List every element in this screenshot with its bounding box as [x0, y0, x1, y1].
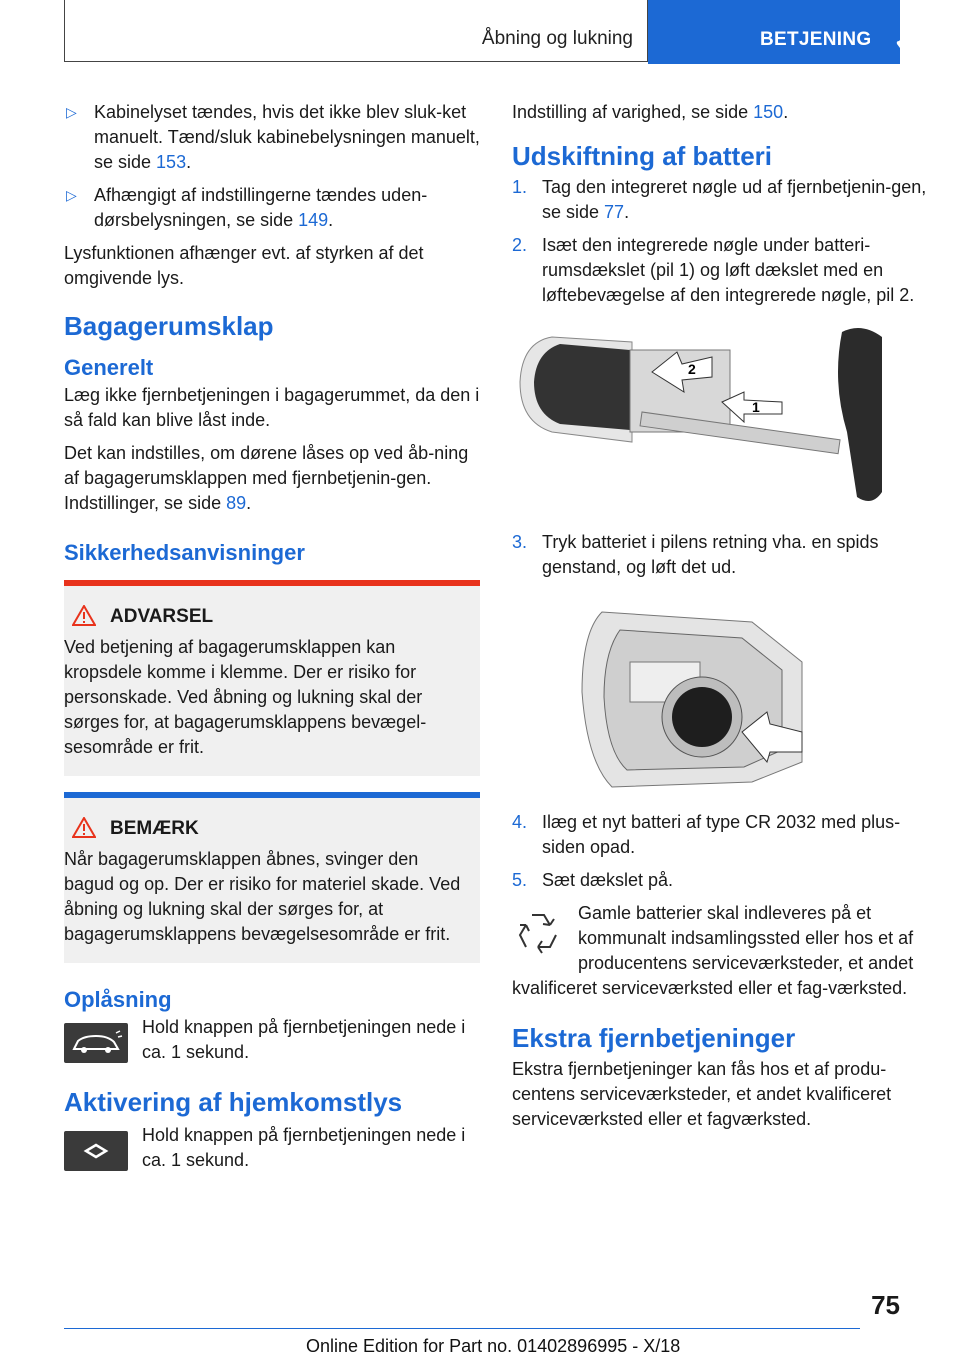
list-item: ▷ Kabinelyset tændes, hvis det ikke blev sluk-ket manuelt. Tænd/sluk kabinebelysningen manuelt, se side 153.	[66, 102, 480, 172]
hand-pointer-icon	[894, 26, 920, 54]
battery-steps	[512, 175, 930, 308]
page-header	[64, 0, 900, 64]
paragraph: Indstilling af varighed, se side 150.	[512, 102, 789, 122]
left-column	[64, 100, 480, 1181]
footer-divider	[64, 1328, 860, 1329]
battery-steps	[512, 530, 930, 580]
header-section-title: Åbning og lukning	[481, 28, 633, 49]
step-item: 1. Tag den integreret nøgle ud af fjernbetjenin-gen, se side 77.	[512, 177, 927, 222]
page-number: 75	[871, 1290, 900, 1320]
step-item: 4. Ilæg et nyt batteri af type CR 2032 med plus-siden opad.	[512, 812, 901, 857]
note-box	[64, 792, 480, 963]
recycle-icon	[512, 907, 564, 959]
header-chapter-title: BETJENING	[760, 29, 872, 50]
heading-sikkerhedsanvisninger: Sikkerhedsanvisninger	[64, 540, 305, 565]
heading-oplasning: Oplåsning	[64, 987, 172, 1012]
step-item: 5. Sæt dækslet på.	[512, 870, 674, 890]
paragraph: Lysfunktionen afhænger evt. af styrken af det omgivende lys.	[64, 243, 424, 288]
paragraph: Ekstra fjernbetjeninger kan fås hos et af produ-centens serviceværksteder, et andet kvalificeret serviceværksted eller et fagværksted.	[512, 1059, 892, 1129]
warning-title: ADVARSEL	[64, 604, 466, 629]
heading-generelt: Generelt	[64, 355, 154, 380]
header-chapter-box	[648, 0, 900, 64]
recycle-text: Gamle batterier skal indleveres på et kommunalt indsamlingssted eller hos et af producentens serviceværksteder, et andet kvalificeret serviceværksted eller et fag-værksted.	[512, 903, 914, 998]
page-link[interactable]: 77	[604, 202, 625, 222]
page-link[interactable]: 89	[226, 493, 247, 513]
battery-steps	[512, 810, 930, 893]
step-item: 3. Tryk batteriet i pilens retning vha. en spids genstand, og løft det ud.	[512, 532, 879, 577]
list-item: ▷ Afhængigt af indstillingerne tændes uden-dørsbelysningen, se side 149.	[66, 185, 428, 230]
oplasning-instruction: Hold knappen på fjernbetjeningen nede i ca. 1 sekund.	[64, 1015, 480, 1065]
warning-text: Ved betjening af bagagerumsklappen kan kropsdele komme i klemme. Der er risiko for personskade. Ved åbning og lukning skal der sørges for, at bagagerumsklappens bevægel-sesområde er frit.	[64, 637, 427, 757]
warning-triangle-icon	[72, 817, 96, 838]
step-item: 2. Isæt den integrerede nøgle under batteri-rumsdækslet (pil 1) og løft dækslet med en løftebevægelse af den integrerede nøgle, pil 2.	[512, 235, 915, 305]
heading-hjemkomstlys: Aktivering af hjemkomstlys	[64, 1087, 403, 1117]
recycle-note	[512, 901, 930, 1001]
note-title: BEMÆRK	[64, 816, 466, 841]
warning-triangle-icon	[72, 605, 96, 626]
heading-bagagerumsklap: Bagagerumsklap	[64, 311, 274, 341]
key-removal-illustration	[512, 322, 892, 512]
page-link[interactable]: 150	[753, 102, 784, 122]
battery-compartment-illustration	[512, 602, 892, 792]
figure-label: 2	[688, 361, 696, 377]
triangle-bullet-icon: ▷	[66, 104, 77, 120]
hjemkomst-instruction: Hold knappen på fjernbetjeningen nede i ca. 1 sekund.	[64, 1123, 480, 1173]
note-text: Når bagagerumsklappen åbnes, svinger den bagud og op. Der er risiko for materiel skade. Ved åbning og lukning skal der sørges for, at bagagerumsklappens bevægelsesområde er frit.	[64, 849, 461, 944]
edition-text: Online Edition for Part no. 01402896995 - X/18	[306, 1336, 681, 1356]
paragraph: Læg ikke fjernbetjeningen i bagagerummet, da den i så fald kan blive låst inde.	[64, 385, 480, 430]
triangle-bullet-icon: ▷	[66, 187, 77, 203]
heading-udskiftning-af-batteri: Udskiftning af batteri	[512, 141, 773, 171]
heading-ekstra-fjernbetjeninger: Ekstra fjernbetjeninger	[512, 1023, 796, 1053]
right-column	[512, 100, 930, 1140]
figure-label: 1	[752, 399, 760, 415]
page-link[interactable]: 149	[298, 210, 329, 230]
page-link[interactable]: 153	[156, 152, 187, 172]
paragraph: Det kan indstilles, om dørene låses op ved åb-ning af bagagerumsklappen med fjernbetjenin-gen. Indstillinger, se side 89.	[64, 443, 469, 513]
header-section-box	[64, 0, 648, 62]
home-light-button-icon	[64, 1131, 128, 1171]
car-unlock-button-icon	[64, 1023, 128, 1063]
warning-box	[64, 580, 480, 776]
